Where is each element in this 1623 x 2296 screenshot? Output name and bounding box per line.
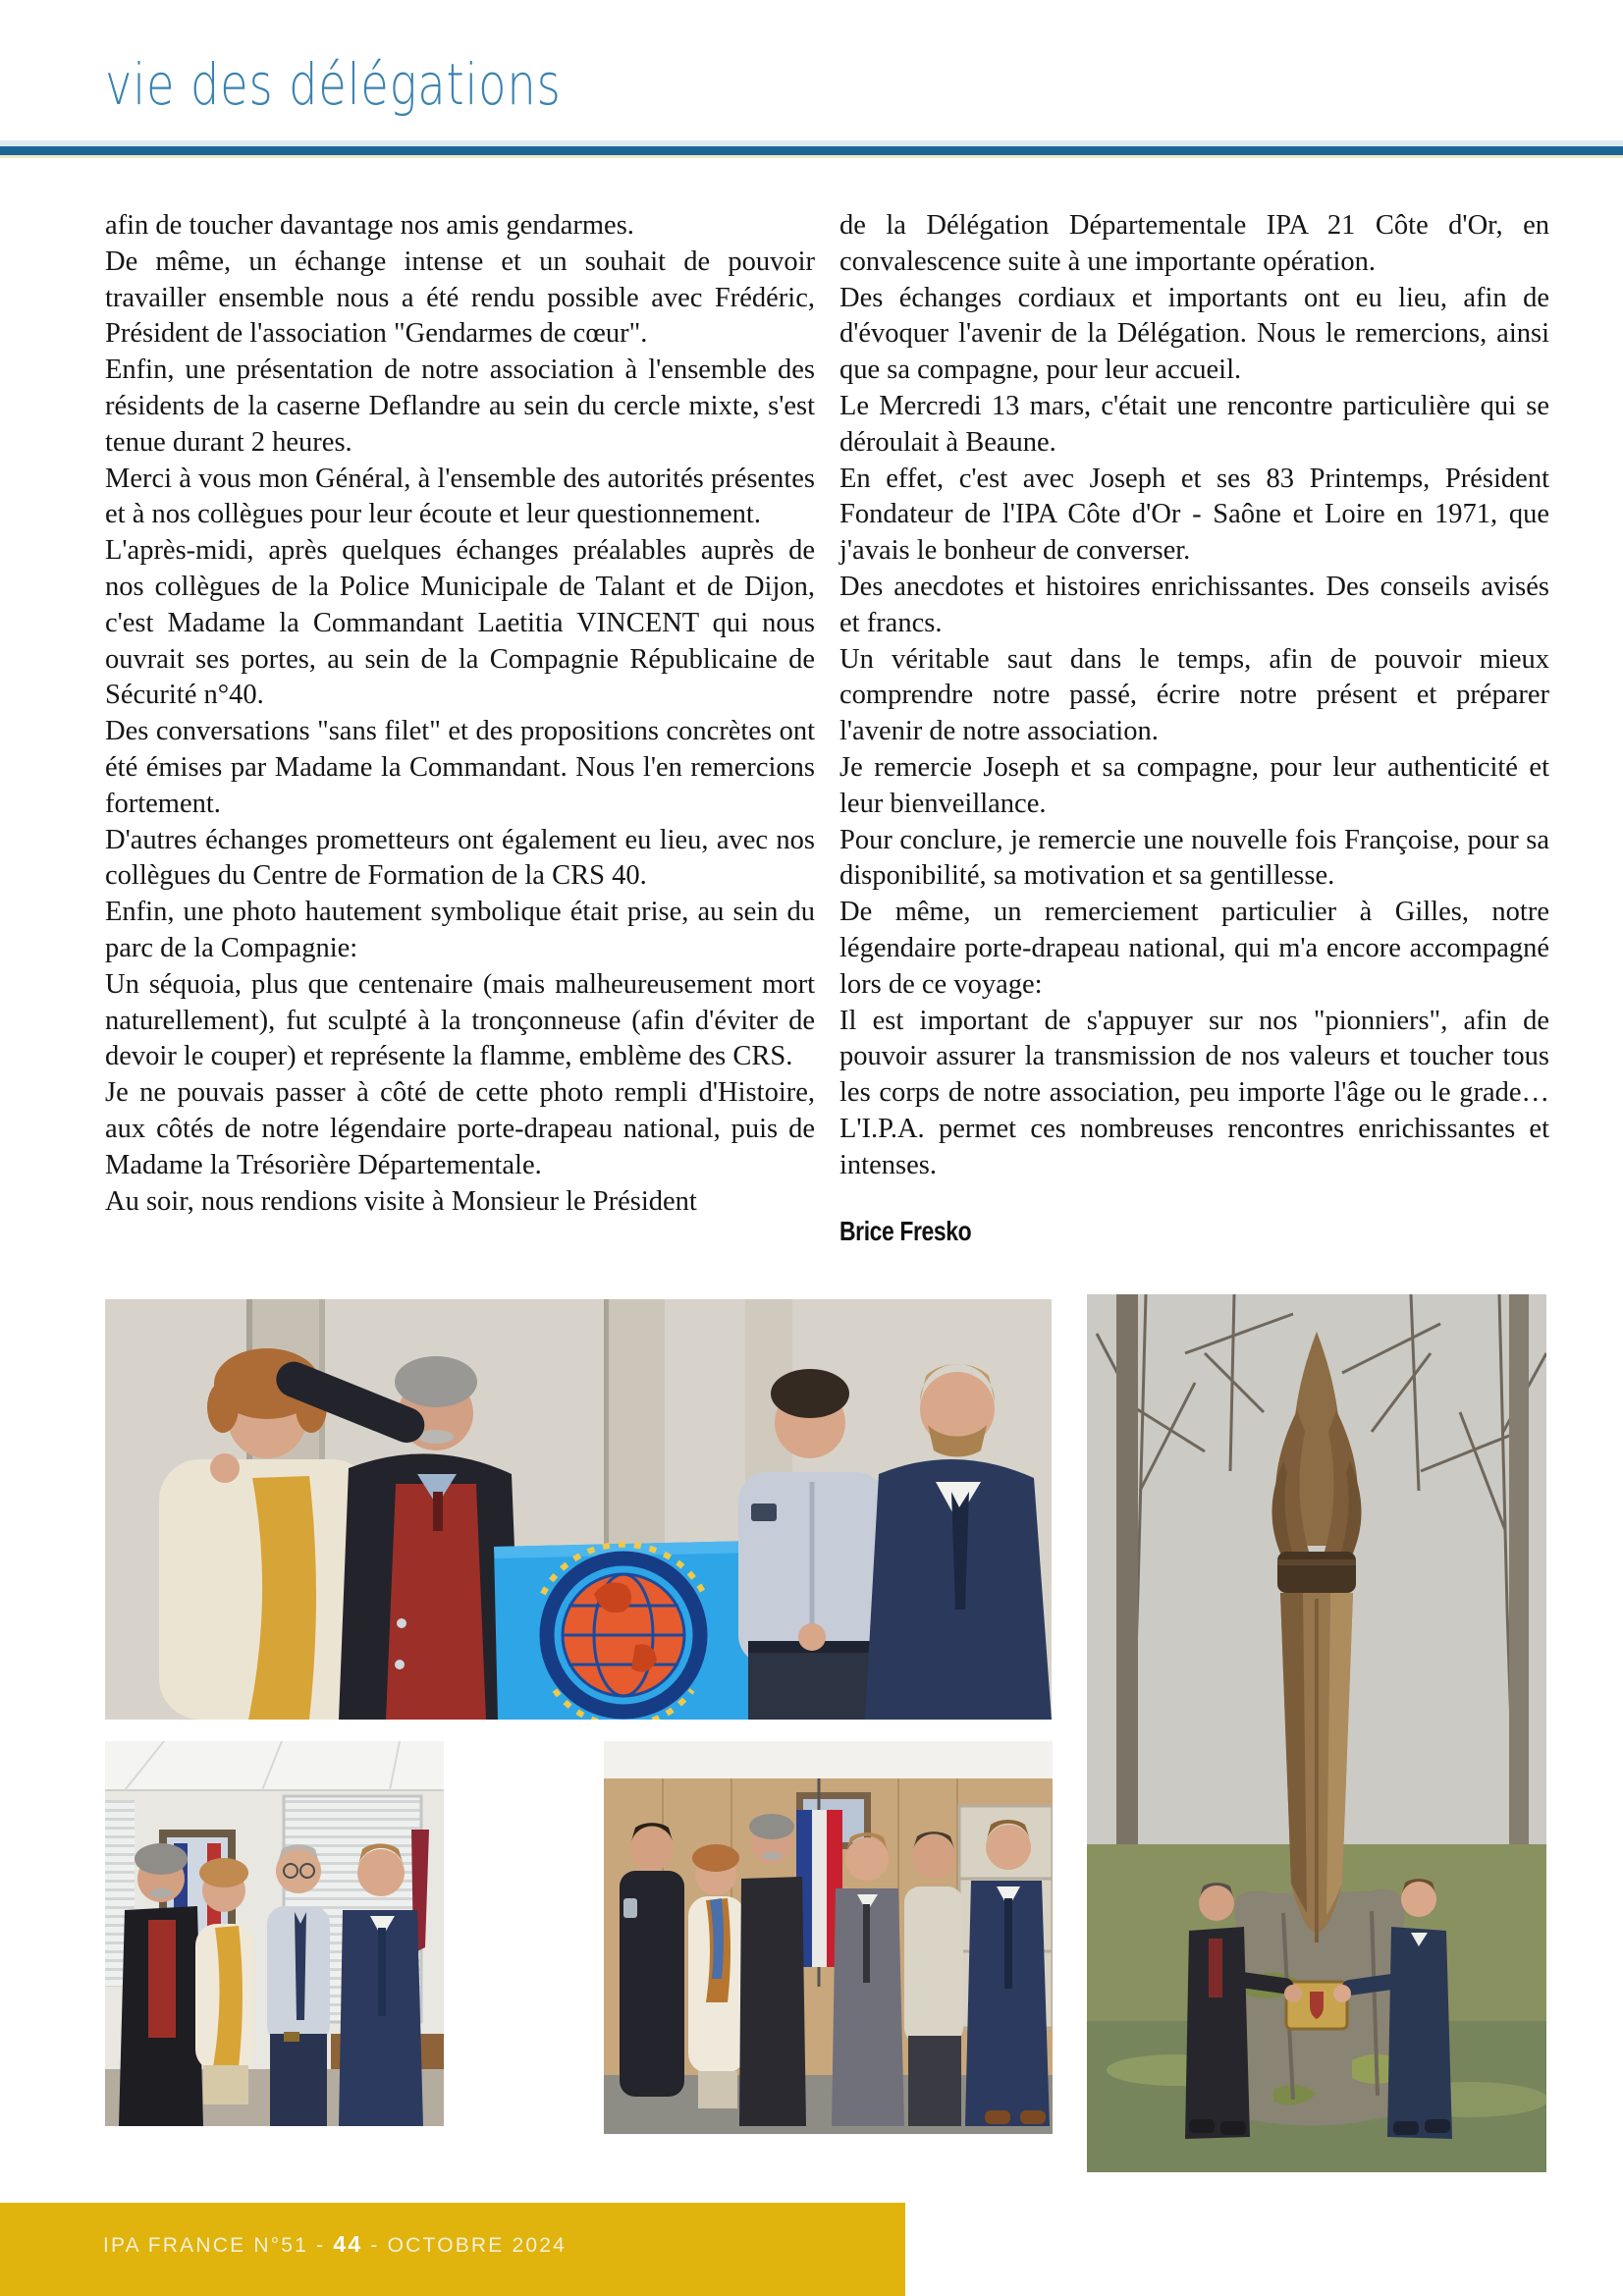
paragraph: De même, un remerciement particulier à Gilles, notre légendaire porte-drapeau national, qui m'a encore accompagné lors de ce voyage: — [839, 897, 1549, 1000]
header-rule-gold — [0, 155, 1623, 158]
crs-group-illustration — [604, 1741, 1053, 2134]
paragraph: Des anecdotes et histoires enrichissantes. Des conseils avisés et francs. — [839, 571, 1549, 638]
author-signature: Brice Fresko — [839, 1215, 972, 1246]
footer-page-number: 44 — [333, 2231, 363, 2257]
page-title: vie des délégations — [105, 51, 562, 118]
paragraph: Il est important de s'appuyer sur nos "pionniers", afin de pouvoir assurer la transmission de nos valeurs et toucher tous les corps de notre association, peu importe l'âge ou le grade… L'I.P.A. permet ces nombreuses rencontres enrichissantes et intenses. — [839, 1005, 1549, 1180]
paragraph: de la Délégation Départementale IPA 21 Côte d'Or, en convalescence suite à une importante opération. — [839, 210, 1549, 277]
flag-group-illustration — [105, 1299, 1052, 1720]
article-column-left — [105, 208, 815, 1220]
paragraph: Au soir, nous rendions visite à Monsieur le Président — [105, 1185, 697, 1217]
paragraph: Des échanges cordiaux et importants ont eu lieu, afin de d'évoquer l'avenir de la Délégation. Nous le remercions, ainsi que sa compagne, pour leur accueil. — [839, 282, 1549, 386]
photo-flag-group — [105, 1299, 1052, 1720]
paragraph: En effet, c'est avec Joseph et ses 83 Printemps, Président Fondateur de l'IPA Côte d'Or - Saône et Loire en 1971, que j'avais le bonheur de converser. — [839, 463, 1549, 567]
footer-separator-1: - — [316, 2234, 326, 2257]
photo-crs-group — [604, 1741, 1053, 2134]
paragraph: Pour conclure, je remercie une nouvelle fois Françoise, pour sa disponibilité, sa motivation et sa gentillesse. — [839, 824, 1549, 892]
article-column-right — [839, 208, 1549, 1249]
paragraph: D'autres échanges prometteurs ont également eu lieu, avec nos collègues du Centre de Formation de la CRS 40. — [105, 824, 815, 892]
office-visit-illustration — [105, 1741, 444, 2126]
ipa-flag — [494, 1541, 755, 1720]
photo-sequoia-flame — [1087, 1294, 1546, 2172]
paragraph: Merci à vous mon Général, à l'ensemble des autorités présentes et à nos collègues pour leur écoute et leur questionnement. — [105, 463, 815, 530]
paragraph: De même, un échange intense et un souhait de pouvoir travailler ensemble nous a été rendu possible avec Frédéric, Président de l'association "Gendarmes de cœur". — [105, 246, 815, 350]
paragraph: L'après-midi, après quelques échanges préalables auprès de nos collègues de la Police Municipale de Talant et de Dijon, c'est Madame la Commandant Laetitia VINCENT qui nous ouvrait ses portes, au sein de la Compagnie Républicaine de Sécurité n°40. — [105, 535, 815, 711]
paragraph: Je remercie Joseph et sa compagne, pour leur authenticité et leur bienveillance. — [839, 751, 1549, 819]
paragraph: Enfin, une photo hautement symbolique était prise, au sein du parc de la Compagnie: — [105, 897, 815, 963]
footer-text — [103, 2231, 567, 2258]
footer-separator-2: - — [370, 2234, 380, 2257]
paragraph: Des conversations "sans filet" et des propositions concrètes ont été émises par Madame la Commandant. Nous l'en remercions fortement. — [105, 716, 815, 819]
paragraph: Enfin, une présentation de notre association à l'ensemble des résidents de la caserne Deflandre au sein du cercle mixte, s'est tenue durant 2 heures. — [105, 355, 815, 458]
footer-issue: IPA FRANCE N°51 — [103, 2234, 309, 2257]
sequoia-flame-illustration — [1087, 1294, 1546, 2172]
paragraph: Un véritable saut dans le temps, afin de pouvoir mieux comprendre notre passé, écrire notre présent et préparer l'avenir de notre association. — [839, 643, 1549, 747]
paragraph: afin de toucher davantage nos amis gendarmes. — [105, 210, 634, 241]
paragraph: Je ne pouvais passer à côté de cette photo rempli d'Histoire, aux côtés de notre légendaire porte-drapeau national, puis de Madame la Trésorière Départementale. — [105, 1077, 815, 1180]
right-column-paragraphs — [839, 208, 1549, 1184]
paragraph: Un séquoia, plus que centenaire (mais malheureusement mort naturellement), fut sculpté à la tronçonneuse (afin d'éviter de devoir le couper) et représente la flamme, emblème des CRS. — [105, 968, 815, 1072]
paragraph: Le Mercredi 13 mars, c'était une rencontre particulière qui se déroulait à Beaune. — [839, 390, 1549, 458]
footer-date: OCTOBRE 2024 — [387, 2234, 568, 2257]
photo-office-visit — [105, 1741, 444, 2126]
header-rule — [0, 146, 1623, 155]
